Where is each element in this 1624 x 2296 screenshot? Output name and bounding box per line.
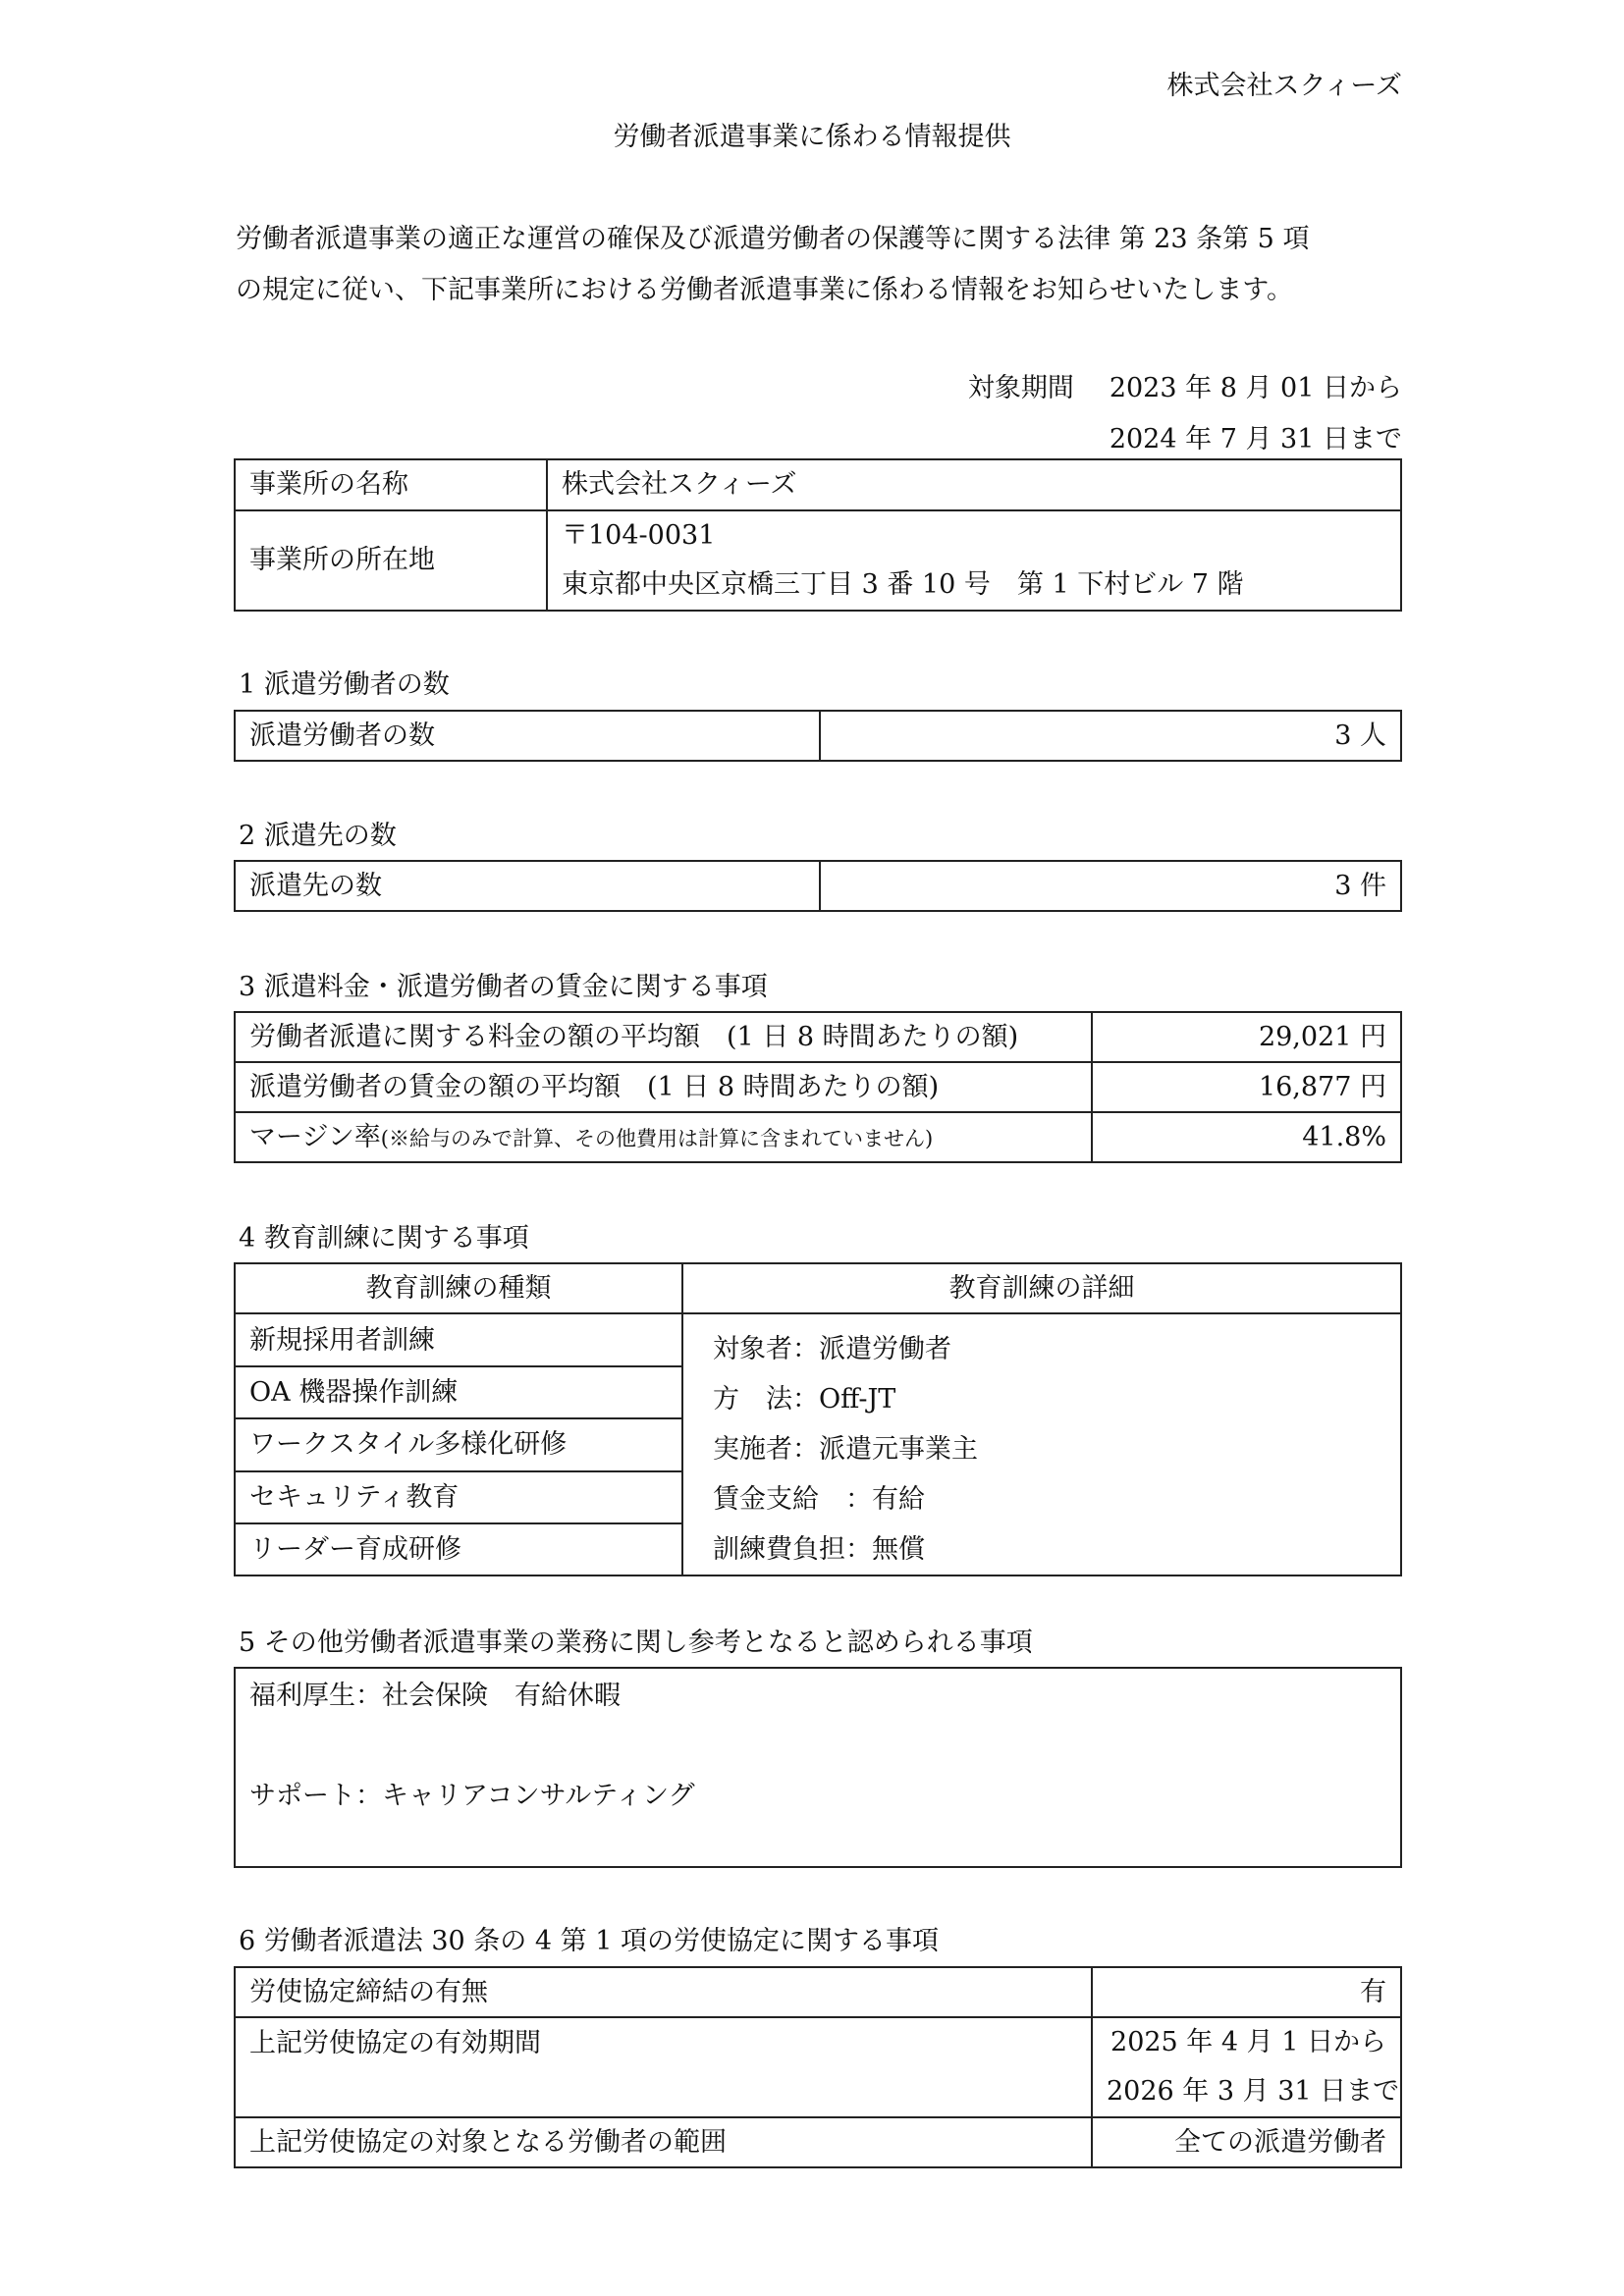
office-address-cell [547,510,1401,611]
section-6-heading: 6 労働者派遣法 30 条の 4 第 1 項の労使協定に関する事項 [239,1926,939,1956]
welfare-text: 福利厚生：社会保険 有給休暇 [249,1681,621,1711]
wage-average-label: 派遣労働者の賃金の額の平均額 (1 日 8 時間あたりの額) [235,1062,1092,1112]
agreement-scope-value: 全ての派遣労働者 [1092,2117,1401,2167]
office-name-value: 株式会社スクィーズ [547,459,1401,510]
period-label: 対象期間 [967,373,1074,403]
section-5-heading: 5 その他労働者派遣事業の業務に関し参考となると認められる事項 [239,1628,1033,1658]
period-to: 2024 年 7 月 31 日まで [1109,424,1402,454]
agreement-exists-value: 有 [1092,1967,1401,2017]
agreement-period-label: 上記労使協定の有効期間 [235,2017,1092,2117]
intro-paragraph [236,214,1414,316]
section-3-table [234,1011,1402,1163]
wage-average-value: 16,877 円 [1092,1062,1401,1112]
training-detail-line: 実施者：派遣元事業主 [713,1434,978,1465]
training-type-item: ワークスタイル多様化研修 [235,1418,682,1470]
agreement-exists-label: 労使協定締結の有無 [235,1967,1092,2017]
training-detail-header: 教育訓練の詳細 [682,1263,1401,1313]
margin-rate-note: (※給与のみで計算、その他費用は計算に含まれていません) [380,1126,934,1150]
section-2-heading: 2 派遣先の数 [239,821,397,851]
training-type-item: 新規採用者訓練 [235,1313,682,1366]
training-type-header: 教育訓練の種類 [235,1263,682,1313]
training-detail-line: 対象者：派遣労働者 [713,1334,951,1364]
training-detail-cell [682,1313,1401,1575]
training-type-item: OA 機器操作訓練 [235,1366,682,1418]
agreement-period-value [1092,2017,1401,2117]
margin-rate-text: マージン率 [249,1121,381,1152]
intro-line-2: の規定に従い、下記事業所における労働者派遣事業に係わる情報をお知らせいたします。 [236,275,1294,305]
clients-count-label: 派遣先の数 [235,861,820,911]
office-table [234,458,1402,612]
fee-average-label: 労働者派遣に関する料金の額の平均額 (1 日 8 時間あたりの額) [235,1012,1092,1062]
fee-average-value: 29,021 円 [1092,1012,1401,1062]
intro-line-1: 労働者派遣事業の適正な運営の確保及び派遣労働者の保護等に関する法律 第 23 条第 5 項 [236,224,1310,254]
section-6-table [234,1966,1402,2168]
agreement-period-to: 2026 年 3 月 31 日まで [1107,2076,1400,2107]
target-period [968,363,1402,465]
support-text: サポート：キャリアコンサルティング [249,1781,695,1811]
training-type-item: セキュリティ教育 [235,1471,682,1523]
office-address: 東京都中央区京橋三丁目 3 番 10 号 第 1 下村ビル 7 階 [562,569,1244,600]
margin-rate-value: 41.8% [1092,1112,1401,1162]
company-name-header: 株式会社スクィーズ [1166,71,1402,101]
section-1-table [234,710,1402,762]
agreement-scope-label: 上記労使協定の対象となる労働者の範囲 [235,2117,1092,2167]
document-title: 労働者派遣事業に係わる情報提供 [613,122,1011,152]
section-5-table [234,1667,1402,1868]
training-detail-line: 賃金支給 ：有給 [713,1484,925,1515]
section-2-table [234,860,1402,912]
office-address-label: 事業所の所在地 [235,510,547,611]
margin-rate-label [235,1112,1092,1162]
section-4-table [234,1262,1402,1576]
office-name-label: 事業所の名称 [235,459,547,510]
section-4-heading: 4 教育訓練に関する事項 [239,1223,529,1254]
period-from: 2023 年 8 月 01 日から [1109,373,1402,403]
workers-count-value: 3 人 [820,711,1401,761]
training-detail-line: 訓練費負担：無償 [713,1534,925,1565]
training-detail-line: 方 法：Off-JT [713,1384,896,1415]
section-1-heading: 1 派遣労働者の数 [239,669,450,700]
clients-count-value: 3 件 [820,861,1401,911]
workers-count-label: 派遣労働者の数 [235,711,820,761]
other-info-cell [235,1668,1401,1867]
section-3-heading: 3 派遣料金・派遣労働者の賃金に関する事項 [239,972,768,1002]
agreement-period-from: 2025 年 4 月 1 日から [1110,2027,1386,2057]
office-postal: 〒104-0031 [562,520,716,551]
training-type-item: リーダー育成研修 [235,1523,682,1575]
